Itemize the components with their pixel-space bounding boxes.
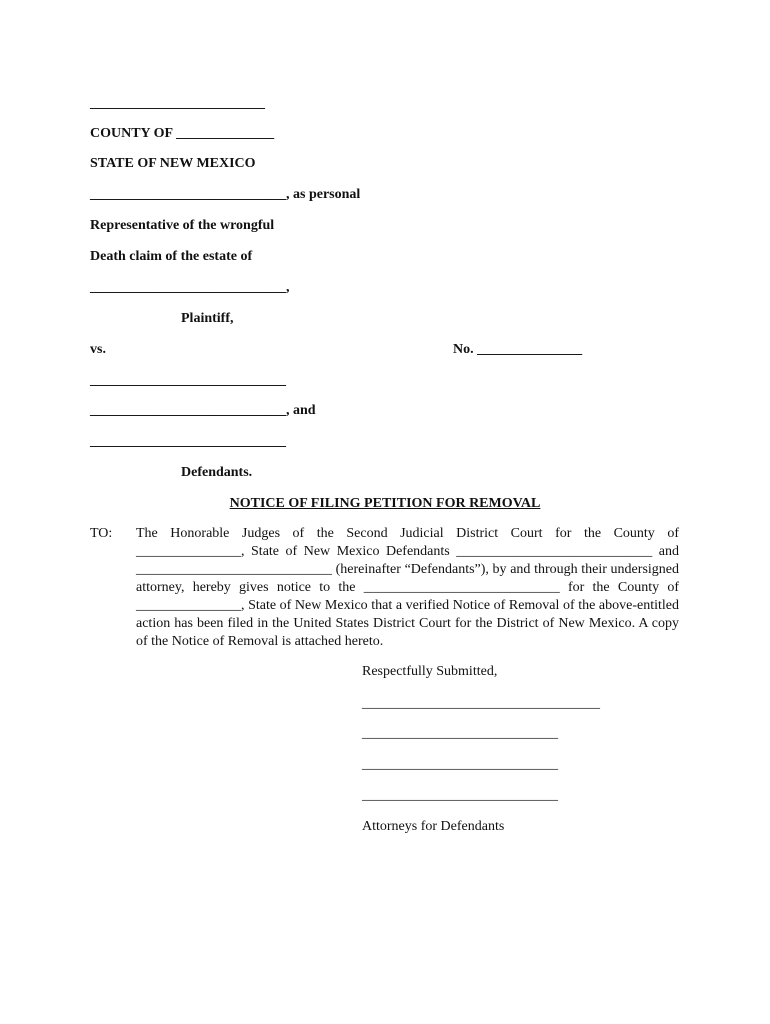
county-line: COUNTY OF ______________ bbox=[90, 126, 275, 141]
death-claim-line: Death claim of the estate of bbox=[90, 249, 253, 264]
closing-text: Respectfully Submitted, bbox=[362, 664, 498, 679]
notice-title: NOTICE OF FILING PETITION FOR REMOVAL bbox=[229, 496, 541, 511]
plaintiff-label: Plaintiff, bbox=[181, 311, 234, 326]
signature-line-1: __________________________________ bbox=[362, 696, 600, 711]
notice-body: The Honorable Judges of the Second Judicial District Court for the County of _______________, State of New Mexico Defendants ____________________________ and ____________________________ (hereinafter “Defendants”), by and through their undersigned attorney, hereby gives notice to the ____________________________ for the County of _______________, State of New Mexico that a verified Notice of Removal of the above-entitled action has been filed in the United States District Court for the District of New Mexico. A copy of the Notice of Removal is attached hereto. bbox=[136, 526, 679, 649]
court-blank-line: _________________________ bbox=[90, 96, 265, 111]
case-number: No. _______________ bbox=[453, 342, 583, 357]
defendants-label: Defendants. bbox=[181, 465, 253, 480]
signature-line-4: ____________________________ bbox=[362, 788, 558, 803]
defendant-line-1: ____________________________ bbox=[90, 373, 286, 388]
defendant-line-3: ____________________________ bbox=[90, 434, 286, 449]
state-line: STATE OF NEW MEXICO bbox=[90, 156, 256, 171]
plaintiff-name-line: ____________________________, as personal bbox=[90, 187, 361, 202]
signature-line-2: ____________________________ bbox=[362, 726, 558, 741]
vs-label: vs. bbox=[90, 342, 106, 357]
representative-line: Representative of the wrongful bbox=[90, 218, 275, 233]
attorneys-label: Attorneys for Defendants bbox=[362, 819, 505, 834]
estate-name-line: ____________________________, bbox=[90, 280, 290, 295]
defendant-line-2: ____________________________, and bbox=[90, 403, 316, 418]
signature-line-3: ____________________________ bbox=[362, 757, 558, 772]
to-label: TO: bbox=[90, 526, 113, 541]
